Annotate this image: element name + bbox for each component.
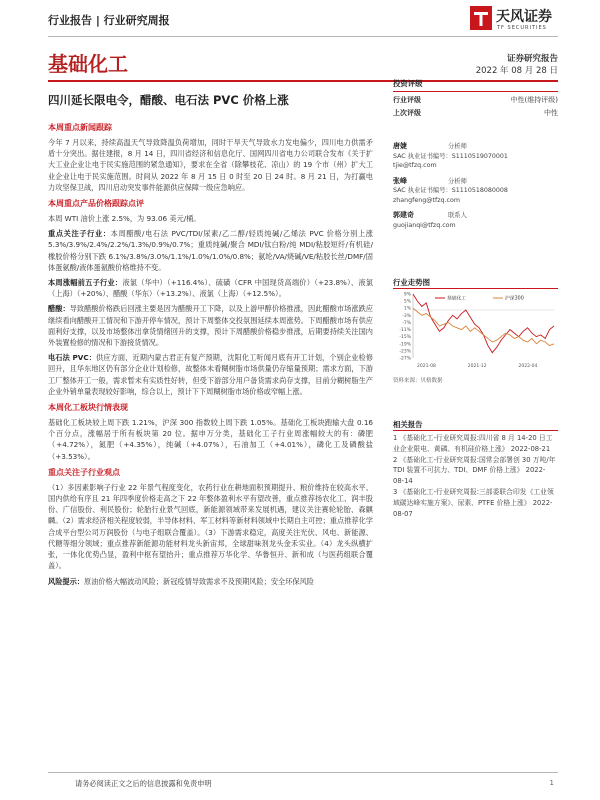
related-item[interactable]: 2 《基础化工-行业研究周报:国常会部署创 30 万吨/年 TDI 装置不可抗力、TDI、DMF 价格上涨》 2022-08-14 <box>393 455 556 486</box>
sac-number: S1110518080008 <box>451 187 508 194</box>
body-text: 液氯（华中）（+116.4%）、硫磺（CFR 中国现货高端价）（+23.8%）、液氯（上海）（+20%）、醋酸（华东）（+13.2%）、液氯（上海）（+12.5%）。 <box>48 278 373 299</box>
rating-value: 中性 <box>544 109 558 117</box>
logo-english: TF SECURITIES <box>497 25 547 31</box>
paragraph: （1）多因素影响子行业 22 年景气程度变化，农药行业在耕地面积预期提升、粮价维持在较高水平、国内供给有序且 21 年四季度价格走高之下 22 年整体盈利水平有望改善，重点推荐扬农化工、润丰股份、广信股份、利民股份；轮胎行业景气回底，新能源领域带来发展机遇，建议关注赛轮轮胎、森麒麟。（2）需求经济相关程度较弱，半导体材料、军工材料等新材料领域中长期自主可控；重点推荐化学合成平台型公司万润股份（与电子组联合覆盖）。（3）下游需求稳定，高度关注光伏、风电、新能源、代糖等细分领域；重点推荐新能源功能材料龙头新宙邦，全球甜味剂龙头金禾实业。（4）龙头纵横扩张，一体化优势凸显，盈利中枢有望抬升；重点推荐万华化学、华鲁恒升、新和成（与医药组联合覆盖）。 <box>48 482 373 571</box>
analyst-role: 分析师 <box>448 143 467 150</box>
rating-row <box>393 108 558 118</box>
sac-label: SAC 执业证书编号： <box>393 187 452 194</box>
logo <box>470 4 570 34</box>
header-divider <box>48 36 558 37</box>
related-heading: 相关报告 <box>393 420 423 429</box>
body-text: 本周醋酸/电石法 PVC/TDI/尿素/乙二醇/轻质纯碱/乙烯法 PVC 价格分别上涨 5.3%/3.9%/2.4%/2.2%/1.3%/0.9%/0.7%；重质纯碱/聚合 MDI/钛白粉/纯 MDI/粘胶短纤/有机硅/橡胶价格分别下跌 6.1%/3.8%/3.0%/1.1%/1.0%/1.0%/0.8%；氨纶/VA/烧碱/VE/粘胶长丝/DMF/固体蛋氨酸/液体蛋氨酸价格维持不变。 <box>48 229 373 272</box>
rating-label: 上次评级 <box>393 109 421 117</box>
footer-divider <box>48 772 558 773</box>
paragraph: 基础化工板块较上周下跌 1.21%，沪深 300 指数较上周下跌 1.05%。基础化工板块跑输大盘 0.16 个百分点，涨幅居于所有板块第 20 位。据申万分类，基础化工子行业周涨幅较大的有：磷肥（+4.72%），氮肥（+4.35%），纯碱（+4.07%），石油加工（+4.01%），磷化工及磷酸盐（+3.53%）。 <box>48 418 373 461</box>
rating-label: 行业评级 <box>393 96 421 104</box>
body-column <box>48 122 373 587</box>
y-tick-label: -15% <box>399 335 411 341</box>
legend-label: 基础化工 <box>447 296 467 302</box>
report-title: 四川延长限电令，醋酸、电石法 PVC 价格上涨 <box>48 93 289 107</box>
analyst-list <box>393 142 558 230</box>
footer-disclaimer: 请务必阅读正文之后的信息披露和免责申明 <box>75 779 212 788</box>
rating-heading: 投资评级 <box>393 79 423 88</box>
page-number: 1 <box>549 779 554 787</box>
trend-rule <box>393 288 558 289</box>
series-line <box>413 294 554 353</box>
analyst-name: 郭建奇 <box>393 211 414 219</box>
analyst-email[interactable]: guojianqi@tfzq.com <box>393 221 456 229</box>
related-item[interactable]: 3 《基础化工-行业研究周报:三部委联合印发《工业领域碳达峰实施方案》、尿素、PTFE 价格上涨》 2022-08-07 <box>393 487 554 518</box>
analyst-name: 张峰 <box>393 176 407 185</box>
lead-text: 本周涨幅前五子行业： <box>48 278 123 288</box>
y-tick-label: -7% <box>402 320 411 326</box>
report-type: 证券研究报告 <box>506 54 558 64</box>
rating-rule <box>393 91 558 92</box>
section-heading: 本周化工板块行情表现 <box>48 403 128 413</box>
x-tick-label: 2021-08 <box>417 364 436 369</box>
trend-chart-svg <box>393 290 558 370</box>
paragraph <box>48 576 373 587</box>
lead-text: 风险提示： <box>48 576 84 586</box>
sac-number: S1110519070001 <box>451 152 508 160</box>
body-text: 供应方面，近期内蒙古君正有复产预期，沈阳化工听闻月底有开工计划，个别企业检修回升，且华东地区仍有部分企业计划检修，故整体未看糊树脂市场供量仍存缩量预期；需求方面，下游工厂整体开工一般，需求暂未有实质性好转，但受下游部分用户备货需求尚存支撑，目前分糊树脂生产企业外销单量表现较好影响，综合以上，预计下下周糊树脂市场价格或窄幅上涨。 <box>48 353 374 396</box>
report-kind: 行业报告 | 行业研究周报 <box>48 14 170 27</box>
rating-row <box>393 95 558 105</box>
y-tick-label: 1% <box>403 306 411 312</box>
legend-label: 沪深300 <box>505 296 524 302</box>
section-heading: 本周重点新闻跟踪 <box>48 123 112 132</box>
lead-text: 重点关注子行业： <box>48 229 111 239</box>
sector-title: 基础化工 <box>48 52 128 76</box>
analyst-card <box>393 142 558 171</box>
rating-block <box>393 78 558 118</box>
x-tick-label: 2021-12 <box>467 364 487 369</box>
y-tick-label: -19% <box>399 342 411 348</box>
trend-source: 资料来源：贝格数据 <box>393 378 443 384</box>
paragraph <box>48 352 373 397</box>
logo-name: 天风证券 <box>496 9 552 25</box>
section-heading: 本周重点产品价格跟踪点评 <box>48 199 144 209</box>
paragraph: 本周 WTI 油价上涨 2.5%，为 93.06 美元/桶。 <box>48 214 201 224</box>
analyst-card <box>393 211 558 230</box>
series-line <box>413 308 554 345</box>
x-tick-label: 2022-04 <box>518 364 538 369</box>
trend-heading: 行业走势图 <box>393 278 430 287</box>
analyst-role: 分析师 <box>448 177 467 185</box>
analyst-role: 联系人 <box>448 212 467 219</box>
y-tick-label: -11% <box>399 328 411 334</box>
paragraph <box>48 303 373 348</box>
sac-label: SAC 执业证书编号： <box>393 152 452 160</box>
rating-value: 中性(维持评级) <box>510 96 558 104</box>
analyst-name: 唐婕 <box>393 142 407 150</box>
analyst-card <box>393 177 558 206</box>
related-list <box>393 433 556 519</box>
paragraph <box>48 228 373 273</box>
paragraph: 今年 7 月以来，持续高温天气导致降温负荷增加，同时干旱天气导致水力发电偏少，四川电力供需矛盾十分突出。据住建报，8 月 14 日，四川省经济和信息化厅、国网四川省电力公司联合发布《关于扩大工业企业让电于民实施范围的紧急通知》，要求在全省（除攀枝花、凉山）的 19 个市（州）扩大工业企业让电于民实施范围。时间从 2022 年 8 月 15 日 0 时至 20 日 24 时。8 月 21 日，为打赢电力攻坚保卫战，四川启动突发事件能源供应保障一级应急响应。 <box>48 138 373 192</box>
body-text: 导致醋酸价格跌后回涨主要是因为醋酸开工下降，以及上游甲醇价格推涨，因此醋酸市场涨跌应继续看向醋酸开工情况和下游开停车情况，预计下周整体交投氛围延续本周涨势。下周醋酸市场有供应面利好支撑，以及市场整体出拿货情绪回升的支撑，预计下周醋酸价格稳步推涨，后期要持续关注国内外装置检修的情况和下游接货情况。 <box>48 304 373 348</box>
trend-chart <box>393 290 558 370</box>
body-text: 原油价格大幅波动风险；新冠疫情导致需求不及预期风险；安全环保风险 <box>83 576 314 586</box>
lead-text: 电石法 PVC： <box>48 353 96 363</box>
y-tick-label: -27% <box>399 356 411 362</box>
y-tick-label: -3% <box>402 313 411 319</box>
lead-text: 醋酸： <box>48 304 70 314</box>
related-rule <box>393 430 558 431</box>
paragraph <box>48 277 373 299</box>
y-tick-label: -23% <box>399 349 411 355</box>
report-date: 2022 年 08 月 28 日 <box>475 66 558 76</box>
tf-logo-icon <box>470 6 492 30</box>
y-tick-label: 9% <box>403 292 411 298</box>
analyst-email[interactable]: tjie@tfzq.com <box>393 162 437 169</box>
y-tick-label: 5% <box>403 299 411 305</box>
analyst-email[interactable]: zhangfeng@tfzq.com <box>393 196 460 204</box>
section-heading: 重点关注子行业观点 <box>48 467 120 477</box>
related-item[interactable]: 1 《基础化工-行业研究周报:四川省 8 月 14-20 日工业企业限电、黄磷、有机硅价格上涨》 2022-08-21 <box>393 434 553 453</box>
